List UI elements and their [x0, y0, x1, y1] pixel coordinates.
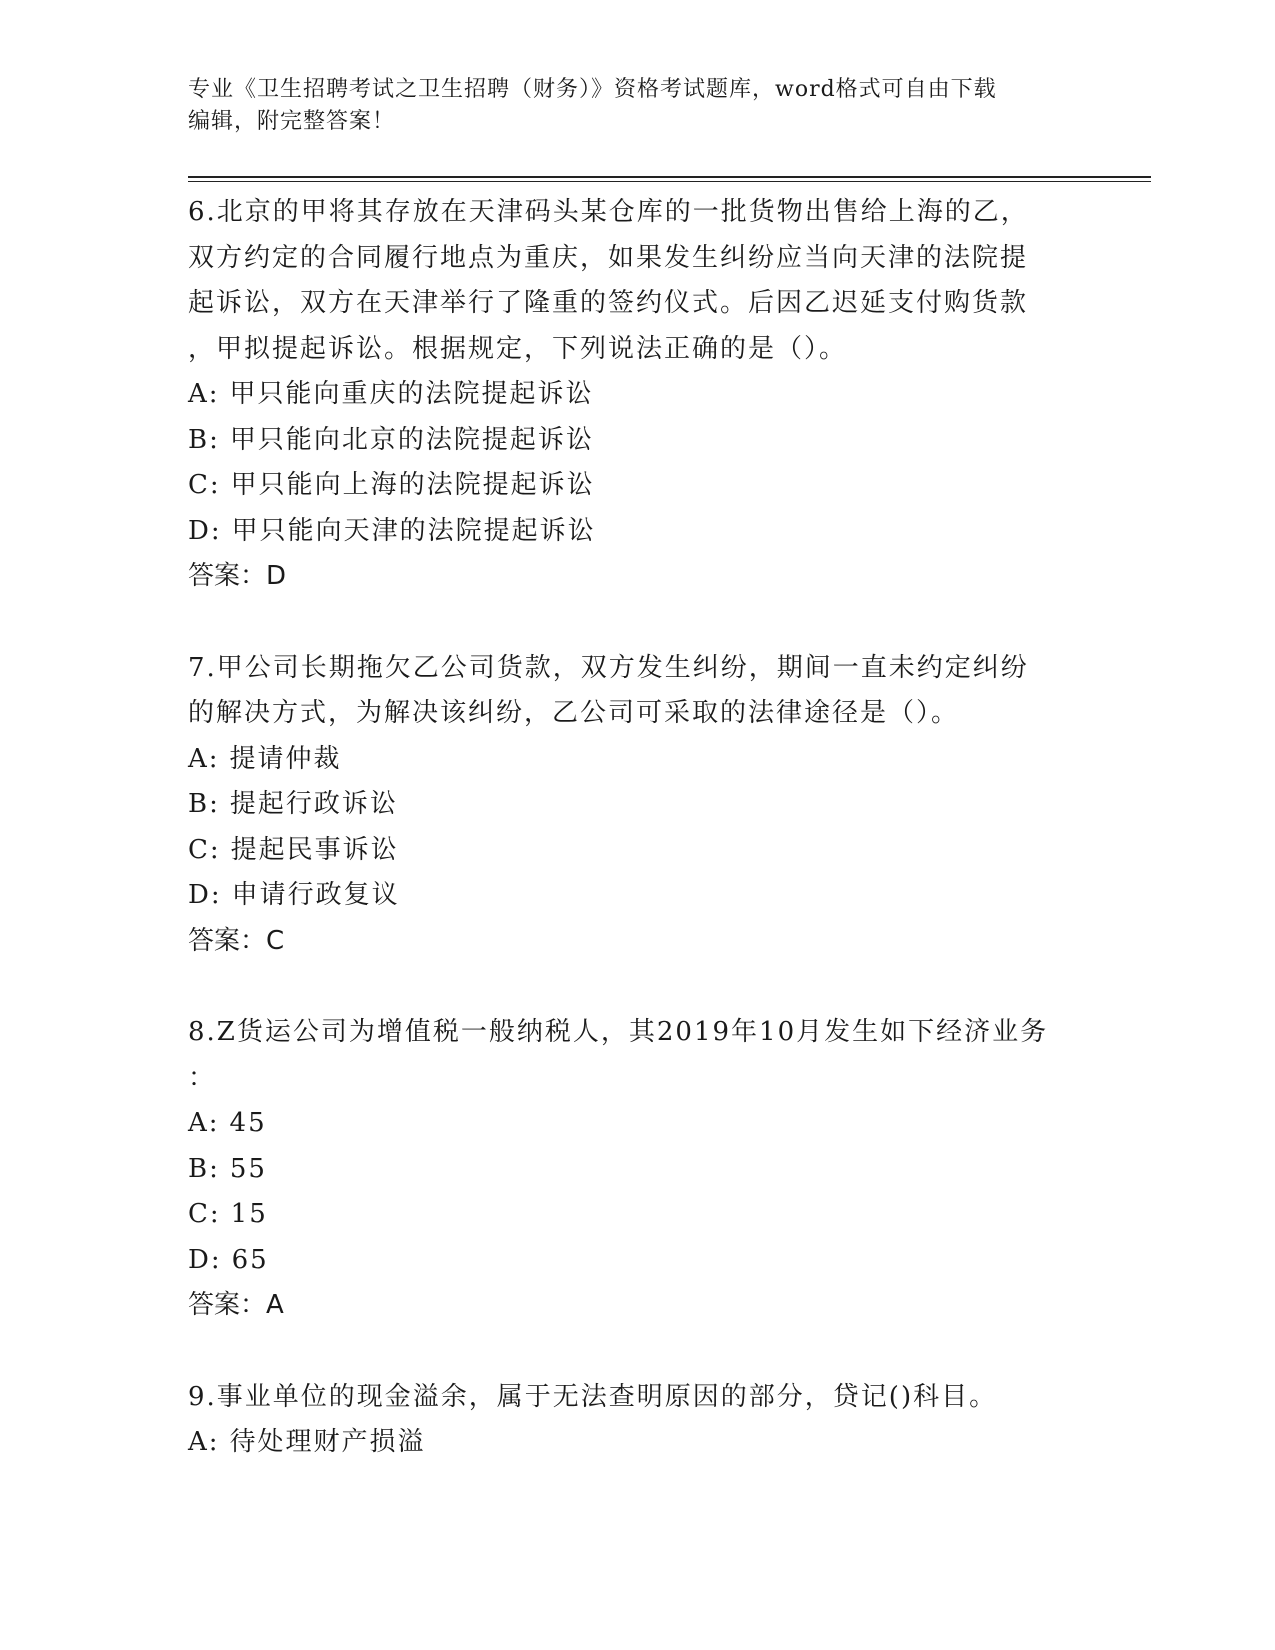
option-a: A: 提请仲裁 — [188, 743, 342, 774]
question-list — [188, 190, 1088, 1466]
option-b: B: 55 — [188, 1153, 267, 1184]
question-8 — [188, 1010, 1088, 1329]
option-b: B: 提起行政诉讼 — [188, 789, 398, 819]
question-7 — [188, 646, 1088, 965]
question-stem: 6.北京的甲将其存放在天津码头某仓库的一批货物出售给上海的乙， 双方约定的合同履行地点为重庆，如果发生纠纷应当向天津的法院提 起诉讼，双方在天津举行了隆重的签约仪式。后因乙迟延支付购货款 ，甲拟提起诉讼。根据规定，下列说法正确的是（）。 — [188, 197, 1029, 364]
option-a: A: 甲只能向重庆的法院提起诉讼 — [188, 379, 594, 409]
option-c: C: 甲只能向上海的法院提起诉讼 — [188, 470, 595, 500]
option-c: C: 提起民事诉讼 — [188, 834, 399, 865]
header-rule-thin — [188, 181, 1151, 182]
question-stem: 9.事业单位的现金溢余，属于无法查明原因的部分，贷记()科目。 — [188, 1381, 998, 1412]
option-a: A: 45 — [188, 1108, 267, 1138]
answer: 答案：C — [188, 925, 285, 956]
header-line-1: 专业《卫生招聘考试之卫生招聘（财务）》资格考试题库，word格式可自由下载 — [188, 77, 997, 102]
answer: 答案：D — [188, 561, 287, 591]
option-d: D: 65 — [188, 1244, 269, 1275]
question-stem: 7.甲公司长期拖欠乙公司货款，双方发生纠纷，期间一直未约定纠纷 的解决方式，为解决该纠纷，乙公司可采取的法律途径是（）。 — [188, 652, 1029, 728]
question-9 — [188, 1375, 1088, 1466]
document-header — [188, 74, 1088, 138]
option-b: B: 甲只能向北京的法院提起诉讼 — [188, 424, 594, 455]
question-6 — [188, 190, 1088, 600]
option-d: D: 申请行政复议 — [188, 880, 400, 910]
option-d: D: 甲只能向天津的法院提起诉讼 — [188, 515, 596, 546]
question-stem: 8.Z货运公司为增值税一般纳税人，其2019年10月发生如下经济业务 ： — [188, 1017, 1049, 1093]
header-line-2: 编辑，附完整答案！ — [188, 109, 396, 134]
option-a: A: 待处理财产损溢 — [188, 1427, 426, 1457]
option-c: C: 15 — [188, 1199, 268, 1229]
answer: 答案：A — [188, 1290, 284, 1320]
header-rule-thick — [188, 176, 1151, 178]
